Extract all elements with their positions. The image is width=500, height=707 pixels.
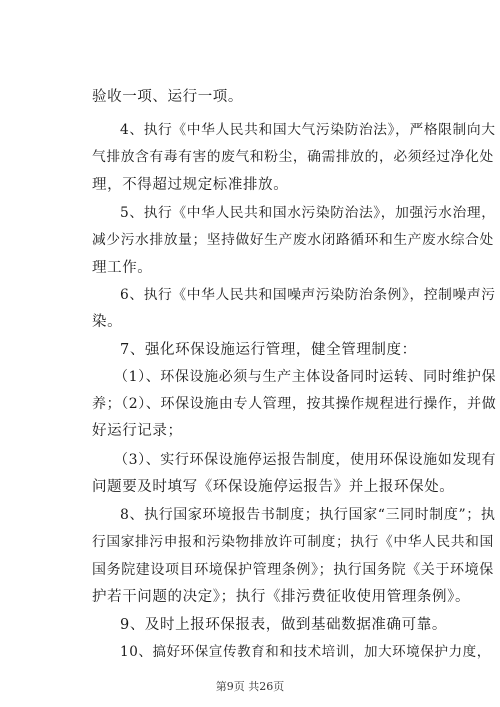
text-line: 养；（2）、环保设施由专人管理，按其操作规程进行操作，并做 (92, 396, 497, 412)
text-line: 7、强化环保设施运行管理，健全管理制度： (120, 342, 417, 358)
text-line: 8、执行国家环境报告书制度；执行国家“三同时制度”；执 (120, 507, 496, 523)
text-line: 4、执行《中华人民共和国大气污染防治法》，严格限制向大 (120, 122, 496, 138)
text-line: 5、执行《中华人民共和国水污染防治法》，加强污水治理， (120, 205, 496, 221)
text-line: 6、执行《中华人民共和国噪声污染防治条例》，控制噪声污 (120, 287, 496, 303)
text-line: 理，不得超过规定标准排放。 (92, 177, 289, 193)
text-line: （3）、实行环保设施停运报告制度，使用环保设施如发现有 (114, 452, 497, 468)
text-line: 护若干问题的决定》；执行《排污费征收使用管理条例》。 (92, 589, 471, 605)
page-footer: 第9页 共26页 (215, 680, 285, 693)
text-line: 气排放含有毒有害的废气和粉尘，确需排放的，必须经过净化处 (92, 149, 494, 165)
text-line: 理工作。 (92, 260, 153, 276)
text-line: （1）、环保设施必须与生产主体设备同时运转、同时维护保 (114, 369, 497, 385)
text-line: 国务院建设项目环境保护管理条例》；执行国务院《关于环境保 (92, 562, 494, 578)
text-line: 问题要及时填写《环保设施停运报告》并上报环保处。 (92, 479, 455, 495)
text-line: 行国家排污申报和污染物排放许可制度；执行《中华人民共和国 (92, 534, 494, 550)
text-line: 验收一项、运行一项。 (92, 89, 243, 105)
text-line: 好运行记录； (92, 423, 183, 439)
text-line: 减少污水排放量；坚持做好生产废水闭路循环和生产废水综合处 (92, 232, 494, 248)
text-line: 染。 (92, 314, 123, 330)
text-line: 9、及时上报环保报表，做到基础数据准确可靠。 (120, 617, 447, 633)
text-line: 10、搞好环保宣传教育和和技术培训，加大环境保护力度， (120, 644, 491, 660)
